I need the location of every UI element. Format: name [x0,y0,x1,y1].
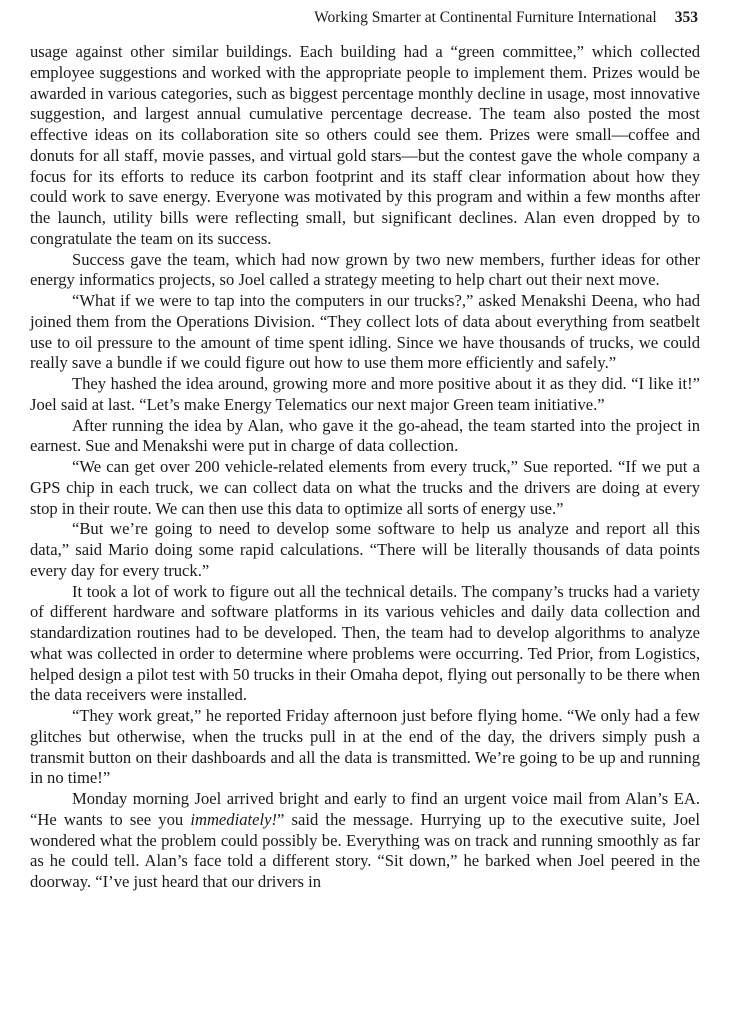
paragraph: It took a lot of work to figure out all the technical details. The company’s trucks had a variety of different hardware and software platforms in its various vehicles and daily data collection and standardization routines had to be developed. Then, the team had to develop algorithms to analyze what was collected in order to determine where problems were occurring. Ted Prior, from Logistics, helped design a pilot test with 50 trucks in their Omaha depot, flying out personally to be there when the data receivers were installed. [30,581,700,705]
paragraph: “But we’re going to need to develop some software to help us analyze and report all this data,” said Mario doing some rapid calculations. “There will be literally thousands of data points every day for every truck.” [30,519,700,580]
paragraph-text: Monday morning Joel arrived bright and early to find an urgent voice mail from Alan’s EA. “He wants to see you [30,789,700,829]
paragraph: Success gave the team, which had now grown by two new members, further ideas for other energy informatics projects, so Joel called a strategy meeting to help chart out their next move. [30,249,700,290]
paragraph: usage against other similar buildings. Each building had a “green committee,” which collected employee suggestions and worked with the appropriate people to implement them. Prizes would be awarded in various categories, such as biggest percentage monthly decline in usage, most innovative suggestion, and largest annual cumulative percentage decrease. The team also posted the most effective ideas on its collaboration site so others could see them. Prizes were small—coffee and donuts for all staff, movie passes, and virtual gold stars—but the contest gave the whole company a focus for its efforts to reduce its carbon footprint and its staff clear information about how they could work to save energy. Everyone was motivated by this program and within a few months after the launch, utility bills were reflecting small, but significant declines. Alan even dropped by to congratulate the team on its success. [30,42,700,248]
paragraph-text: ” said the message. Hurrying up to the executive suite, Joel wondered what the problem could possibly be. Everything was on track and running smoothly as far as he could tell. Alan’s face told a different story. “Sit down,” he barked when Joel peered in the doorway. “I’ve just heard that our drivers in [30,809,700,891]
paragraph: “We can get over 200 vehicle-related elements from every truck,” Sue reported. “If we put a GPS chip in each truck, we can collect data on what the trucks and the drivers are doing at every stop in their route. We can then use this data to optimize all sorts of energy use.” [30,457,700,518]
running-header [30,8,700,42]
emphasized-text: immediately! [190,809,277,829]
paragraph: After running the idea by Alan, who gave it the go-ahead, the team started into the project in earnest. Sue and Menakshi were put in charge of data collection. [30,415,700,456]
running-title: Working Smarter at Continental Furniture International [314,9,657,26]
body-text [30,42,700,893]
paragraph: They hashed the idea around, growing more and more positive about it as they did. “I like it!” Joel said at last. “Let’s make Energy Telematics our next major Green team initiative.” [30,374,700,414]
paragraph: “They work great,” he reported Friday afternoon just before flying home. “We only had a few glitches but otherwise, when the trucks pull in at the end of the day, the drivers simply push a transmit button on their dashboards and all the data is transmitted. We’re going to be up and running in no time!” [30,706,700,788]
page-number: 353 [674,9,698,26]
paragraph [30,789,700,893]
paragraph: “What if we were to tap into the computers in our trucks?,” asked Menakshi Deena, who had joined them from the Operations Division. “They collect lots of data about everything from seatbelt use to oil pressure to the amount of time spent idling. Since we have thousands of trucks, we could really save a bundle if we could figure out how to use them more efficiently and safely.” [30,291,700,373]
